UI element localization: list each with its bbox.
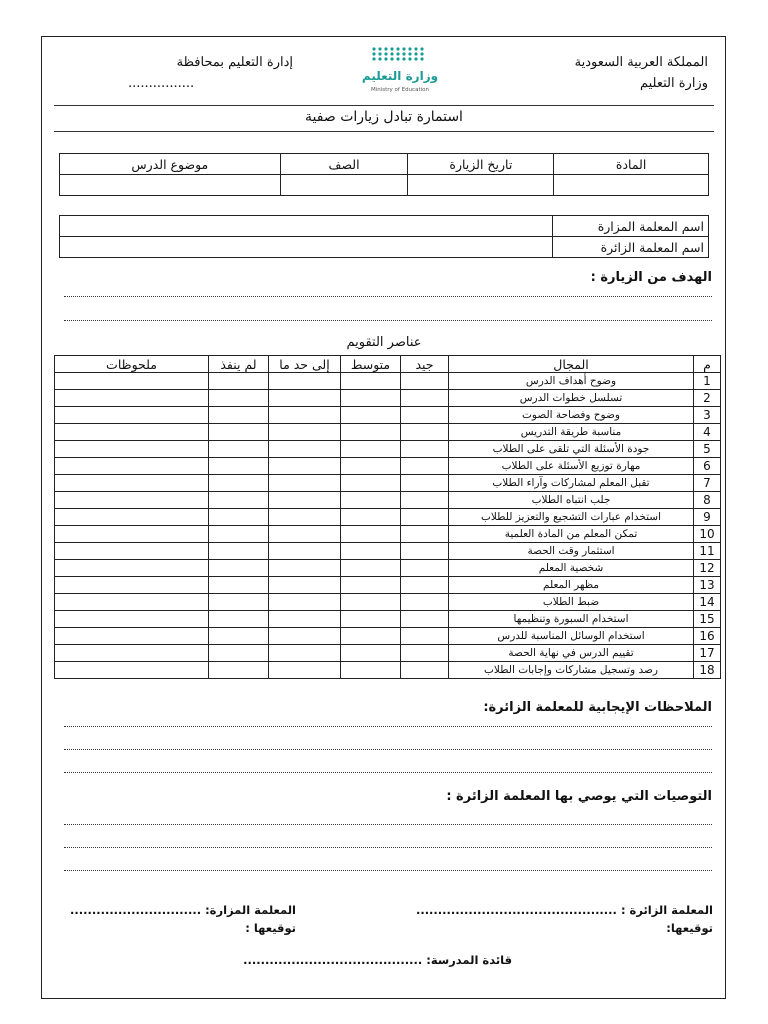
- subject-header: المادة: [554, 154, 709, 175]
- somewhat-cell[interactable]: [269, 560, 341, 577]
- visitor-teacher-cell[interactable]: [60, 237, 553, 258]
- visited-teacher-sig-dots[interactable]: ..............................: [70, 903, 202, 917]
- recommendations-line-3[interactable]: [64, 870, 712, 871]
- notes-cell[interactable]: [55, 492, 209, 509]
- ministry-logo: [352, 44, 444, 96]
- recommendations-line-1[interactable]: [64, 824, 712, 825]
- evaluation-title: عناصر التقويم: [346, 335, 422, 350]
- row-number: 15: [694, 611, 721, 628]
- good-cell[interactable]: [401, 475, 449, 492]
- average-cell[interactable]: [341, 628, 401, 645]
- average-cell[interactable]: [341, 441, 401, 458]
- visitor-sign-label: توقيعها:: [666, 921, 713, 935]
- average-cell[interactable]: [341, 373, 401, 390]
- not-done-cell[interactable]: [209, 560, 269, 577]
- row-field: مناسبة طريقة التدريس: [449, 424, 694, 441]
- visitor-teacher-sig-label: المعلمة الزائرة :: [620, 903, 713, 917]
- average-cell[interactable]: [341, 577, 401, 594]
- average-cell[interactable]: [341, 458, 401, 475]
- evaluation-rows: [55, 373, 721, 679]
- not-done-cell[interactable]: [209, 492, 269, 509]
- education-admin: إدارة التعليم بمحافظة: [176, 55, 293, 70]
- average-header: متوسط: [341, 356, 401, 373]
- row-number: 17: [694, 645, 721, 662]
- principal-sig-dots[interactable]: .........................................: [243, 953, 423, 967]
- row-field: استخدام الوسائل المناسبة للدرس: [449, 628, 694, 645]
- not-done-cell[interactable]: [209, 526, 269, 543]
- evaluation-row: [55, 611, 721, 628]
- principal-signature: [243, 953, 512, 967]
- not-done-cell[interactable]: [209, 628, 269, 645]
- visitor-teacher-sig-dots[interactable]: ..............................................: [415, 903, 617, 917]
- good-cell[interactable]: [401, 509, 449, 526]
- row-number: 5: [694, 441, 721, 458]
- evaluation-row: [55, 373, 721, 390]
- somewhat-header: إلى حد ما: [269, 356, 341, 373]
- row-number: 16: [694, 628, 721, 645]
- good-cell[interactable]: [401, 373, 449, 390]
- average-cell[interactable]: [341, 526, 401, 543]
- row-field: شخصية المعلم: [449, 560, 694, 577]
- notes-cell[interactable]: [55, 628, 209, 645]
- somewhat-cell[interactable]: [269, 509, 341, 526]
- good-cell[interactable]: [401, 526, 449, 543]
- evaluation-row: [55, 390, 721, 407]
- evaluation-row: [55, 509, 721, 526]
- row-field: مظهر المعلم: [449, 577, 694, 594]
- somewhat-cell[interactable]: [269, 611, 341, 628]
- visit-date-header: تاريخ الزيارة: [408, 154, 554, 175]
- notes-cell[interactable]: [55, 611, 209, 628]
- not-done-cell[interactable]: [209, 441, 269, 458]
- not-done-cell[interactable]: [209, 407, 269, 424]
- title-divider: [54, 131, 714, 132]
- notes-cell[interactable]: [55, 594, 209, 611]
- row-number: 9: [694, 509, 721, 526]
- principal-sig-label: قائدة المدرسة:: [426, 953, 512, 967]
- average-cell[interactable]: [341, 390, 401, 407]
- evaluation-row: [55, 526, 721, 543]
- evaluation-row: [55, 594, 721, 611]
- recommendations-label: التوصيات التي يوصي بها المعلمة الزائرة :: [446, 789, 712, 804]
- row-number: 10: [694, 526, 721, 543]
- evaluation-row: [55, 577, 721, 594]
- somewhat-cell[interactable]: [269, 526, 341, 543]
- row-field: تسلسل خطوات الدرس: [449, 390, 694, 407]
- row-field: وضوح أهداف الدرس: [449, 373, 694, 390]
- not-done-cell[interactable]: [209, 475, 269, 492]
- row-field: رصد وتسجيل مشاركات وإجابات الطلاب: [449, 662, 694, 679]
- header-right: [508, 52, 708, 94]
- good-cell[interactable]: [401, 594, 449, 611]
- row-number: 12: [694, 560, 721, 577]
- row-field: مهارة توزيع الأسئلة على الطلاب: [449, 458, 694, 475]
- good-cell[interactable]: [401, 577, 449, 594]
- somewhat-cell[interactable]: [269, 458, 341, 475]
- somewhat-cell[interactable]: [269, 594, 341, 611]
- teachers-table: [59, 215, 709, 258]
- notes-cell[interactable]: [55, 424, 209, 441]
- row-number: 13: [694, 577, 721, 594]
- row-field: استثمار وقت الحصة: [449, 543, 694, 560]
- notes-cell[interactable]: [55, 441, 209, 458]
- notes-cell[interactable]: [55, 407, 209, 424]
- notes-cell[interactable]: [55, 645, 209, 662]
- country-name: المملكة العربية السعودية: [574, 55, 708, 70]
- somewhat-cell[interactable]: [269, 492, 341, 509]
- somewhat-cell[interactable]: [269, 662, 341, 679]
- good-cell[interactable]: [401, 611, 449, 628]
- not-done-cell[interactable]: [209, 543, 269, 560]
- field-header: المجال: [449, 356, 694, 373]
- row-number: 6: [694, 458, 721, 475]
- somewhat-cell[interactable]: [269, 577, 341, 594]
- visited-sign-label: توقيعها :: [245, 921, 296, 935]
- good-cell[interactable]: [401, 492, 449, 509]
- somewhat-cell[interactable]: [269, 645, 341, 662]
- row-field: استخدام عبارات التشجيع والتعزيز للطلاب: [449, 509, 694, 526]
- evaluation-row: [55, 628, 721, 645]
- not-done-cell[interactable]: [209, 458, 269, 475]
- not-done-cell[interactable]: [209, 577, 269, 594]
- good-cell[interactable]: [401, 628, 449, 645]
- evaluation-row: [55, 543, 721, 560]
- notes-cell[interactable]: [55, 509, 209, 526]
- header-left: [128, 52, 293, 94]
- notes-cell[interactable]: [55, 475, 209, 492]
- recommendations-line-2[interactable]: [64, 847, 712, 848]
- row-field: استخدام السبورة وتنظيمها: [449, 611, 694, 628]
- notes-cell[interactable]: [55, 373, 209, 390]
- average-cell[interactable]: [341, 492, 401, 509]
- ministry-name: وزارة التعليم: [639, 76, 708, 91]
- somewhat-cell[interactable]: [269, 441, 341, 458]
- row-field: ضبط الطلاب: [449, 594, 694, 611]
- notes-cell[interactable]: [55, 560, 209, 577]
- education-admin-dots: ................: [128, 76, 195, 91]
- visited-teacher-sig-label: المعلمة المزارة:: [205, 903, 296, 917]
- row-number: 18: [694, 662, 721, 679]
- row-number: 2: [694, 390, 721, 407]
- num-header: م: [694, 356, 721, 373]
- average-cell[interactable]: [341, 645, 401, 662]
- row-field: جودة الأسئلة التي تلقى على الطلاب: [449, 441, 694, 458]
- evaluation-row: [55, 407, 721, 424]
- class-header: الصف: [280, 154, 408, 175]
- visit-date-cell[interactable]: [408, 175, 554, 196]
- notes-cell[interactable]: [55, 390, 209, 407]
- row-number: 8: [694, 492, 721, 509]
- visitor-teacher-label: اسم المعلمة الزائرة: [553, 237, 709, 258]
- average-cell[interactable]: [341, 407, 401, 424]
- logo-text-ar: وزارة التعليم: [361, 69, 439, 83]
- row-number: 4: [694, 424, 721, 441]
- good-cell[interactable]: [401, 424, 449, 441]
- average-cell[interactable]: [341, 543, 401, 560]
- somewhat-cell[interactable]: [269, 628, 341, 645]
- evaluation-row: [55, 560, 721, 577]
- not-done-cell[interactable]: [209, 662, 269, 679]
- evaluation-row: [55, 441, 721, 458]
- somewhat-cell[interactable]: [269, 475, 341, 492]
- somewhat-cell[interactable]: [269, 373, 341, 390]
- notes-header: ملحوظات: [55, 356, 209, 373]
- good-cell[interactable]: [401, 441, 449, 458]
- row-field: تمكن المعلم من المادة العلمية: [449, 526, 694, 543]
- good-cell[interactable]: [401, 407, 449, 424]
- evaluation-row: [55, 645, 721, 662]
- notes-cell[interactable]: [55, 577, 209, 594]
- good-cell[interactable]: [401, 560, 449, 577]
- visited-teacher-cell[interactable]: [60, 216, 553, 237]
- row-field: تقبل المعلم لمشاركات وآراء الطلاب: [449, 475, 694, 492]
- average-cell[interactable]: [341, 560, 401, 577]
- row-field: تقييم الدرس في نهاية الحصة: [449, 645, 694, 662]
- visited-teacher-label: اسم المعلمة المزارة: [553, 216, 709, 237]
- somewhat-cell[interactable]: [269, 543, 341, 560]
- logo-text-en: Ministry of Education: [370, 87, 430, 93]
- not-done-cell[interactable]: [209, 390, 269, 407]
- good-cell[interactable]: [401, 662, 449, 679]
- average-cell[interactable]: [341, 662, 401, 679]
- row-number: 14: [694, 594, 721, 611]
- row-number: 1: [694, 373, 721, 390]
- somewhat-cell[interactable]: [269, 390, 341, 407]
- evaluation-table: [54, 355, 721, 679]
- row-field: وضوح وفصاحة الصوت: [449, 407, 694, 424]
- row-field: جلب انتباه الطلاب: [449, 492, 694, 509]
- positive-notes-label: الملاحظات الإيجابية للمعلمة الزائرة:: [483, 700, 712, 715]
- lesson-topic-header: موضوع الدرس: [60, 154, 281, 175]
- header-divider: [54, 105, 714, 106]
- good-cell[interactable]: [401, 543, 449, 560]
- goal-line-1[interactable]: [64, 296, 712, 297]
- evaluation-row: [55, 492, 721, 509]
- good-cell[interactable]: [401, 458, 449, 475]
- notes-cell[interactable]: [55, 662, 209, 679]
- evaluation-row: [55, 475, 721, 492]
- average-cell[interactable]: [341, 475, 401, 492]
- average-cell[interactable]: [341, 594, 401, 611]
- notes-cell[interactable]: [55, 458, 209, 475]
- not-done-cell[interactable]: [209, 373, 269, 390]
- not-done-cell[interactable]: [209, 611, 269, 628]
- subject-cell[interactable]: [554, 175, 709, 196]
- positive-notes-line-3[interactable]: [64, 772, 712, 773]
- row-number: 7: [694, 475, 721, 492]
- average-cell[interactable]: [341, 424, 401, 441]
- positive-notes-line-2[interactable]: [64, 749, 712, 750]
- row-number: 3: [694, 407, 721, 424]
- notes-cell[interactable]: [55, 543, 209, 560]
- good-header: جيد: [401, 356, 449, 373]
- page-title: استمارة تبادل زيارات صفية: [305, 109, 463, 125]
- not-done-cell[interactable]: [209, 645, 269, 662]
- class-cell[interactable]: [280, 175, 408, 196]
- evaluation-row: [55, 424, 721, 441]
- positive-notes-line-1[interactable]: [64, 726, 712, 727]
- lesson-topic-cell[interactable]: [60, 175, 281, 196]
- somewhat-cell[interactable]: [269, 407, 341, 424]
- somewhat-cell[interactable]: [269, 424, 341, 441]
- visitor-teacher-signature: [416, 903, 713, 917]
- notes-cell[interactable]: [55, 526, 209, 543]
- row-number: 11: [694, 543, 721, 560]
- not-done-cell[interactable]: [209, 594, 269, 611]
- average-cell[interactable]: [341, 611, 401, 628]
- visit-info-table: [59, 153, 709, 196]
- not-done-header: لم ينفذ: [209, 356, 269, 373]
- goal-line-2[interactable]: [64, 320, 712, 321]
- goal-label: الهدف من الزيارة :: [590, 270, 712, 285]
- evaluation-row: [55, 662, 721, 679]
- not-done-cell[interactable]: [209, 509, 269, 526]
- average-cell[interactable]: [341, 509, 401, 526]
- good-cell[interactable]: [401, 390, 449, 407]
- good-cell[interactable]: [401, 645, 449, 662]
- evaluation-header-row: [55, 356, 721, 373]
- visited-teacher-signature: [70, 903, 296, 917]
- not-done-cell[interactable]: [209, 424, 269, 441]
- evaluation-row: [55, 458, 721, 475]
